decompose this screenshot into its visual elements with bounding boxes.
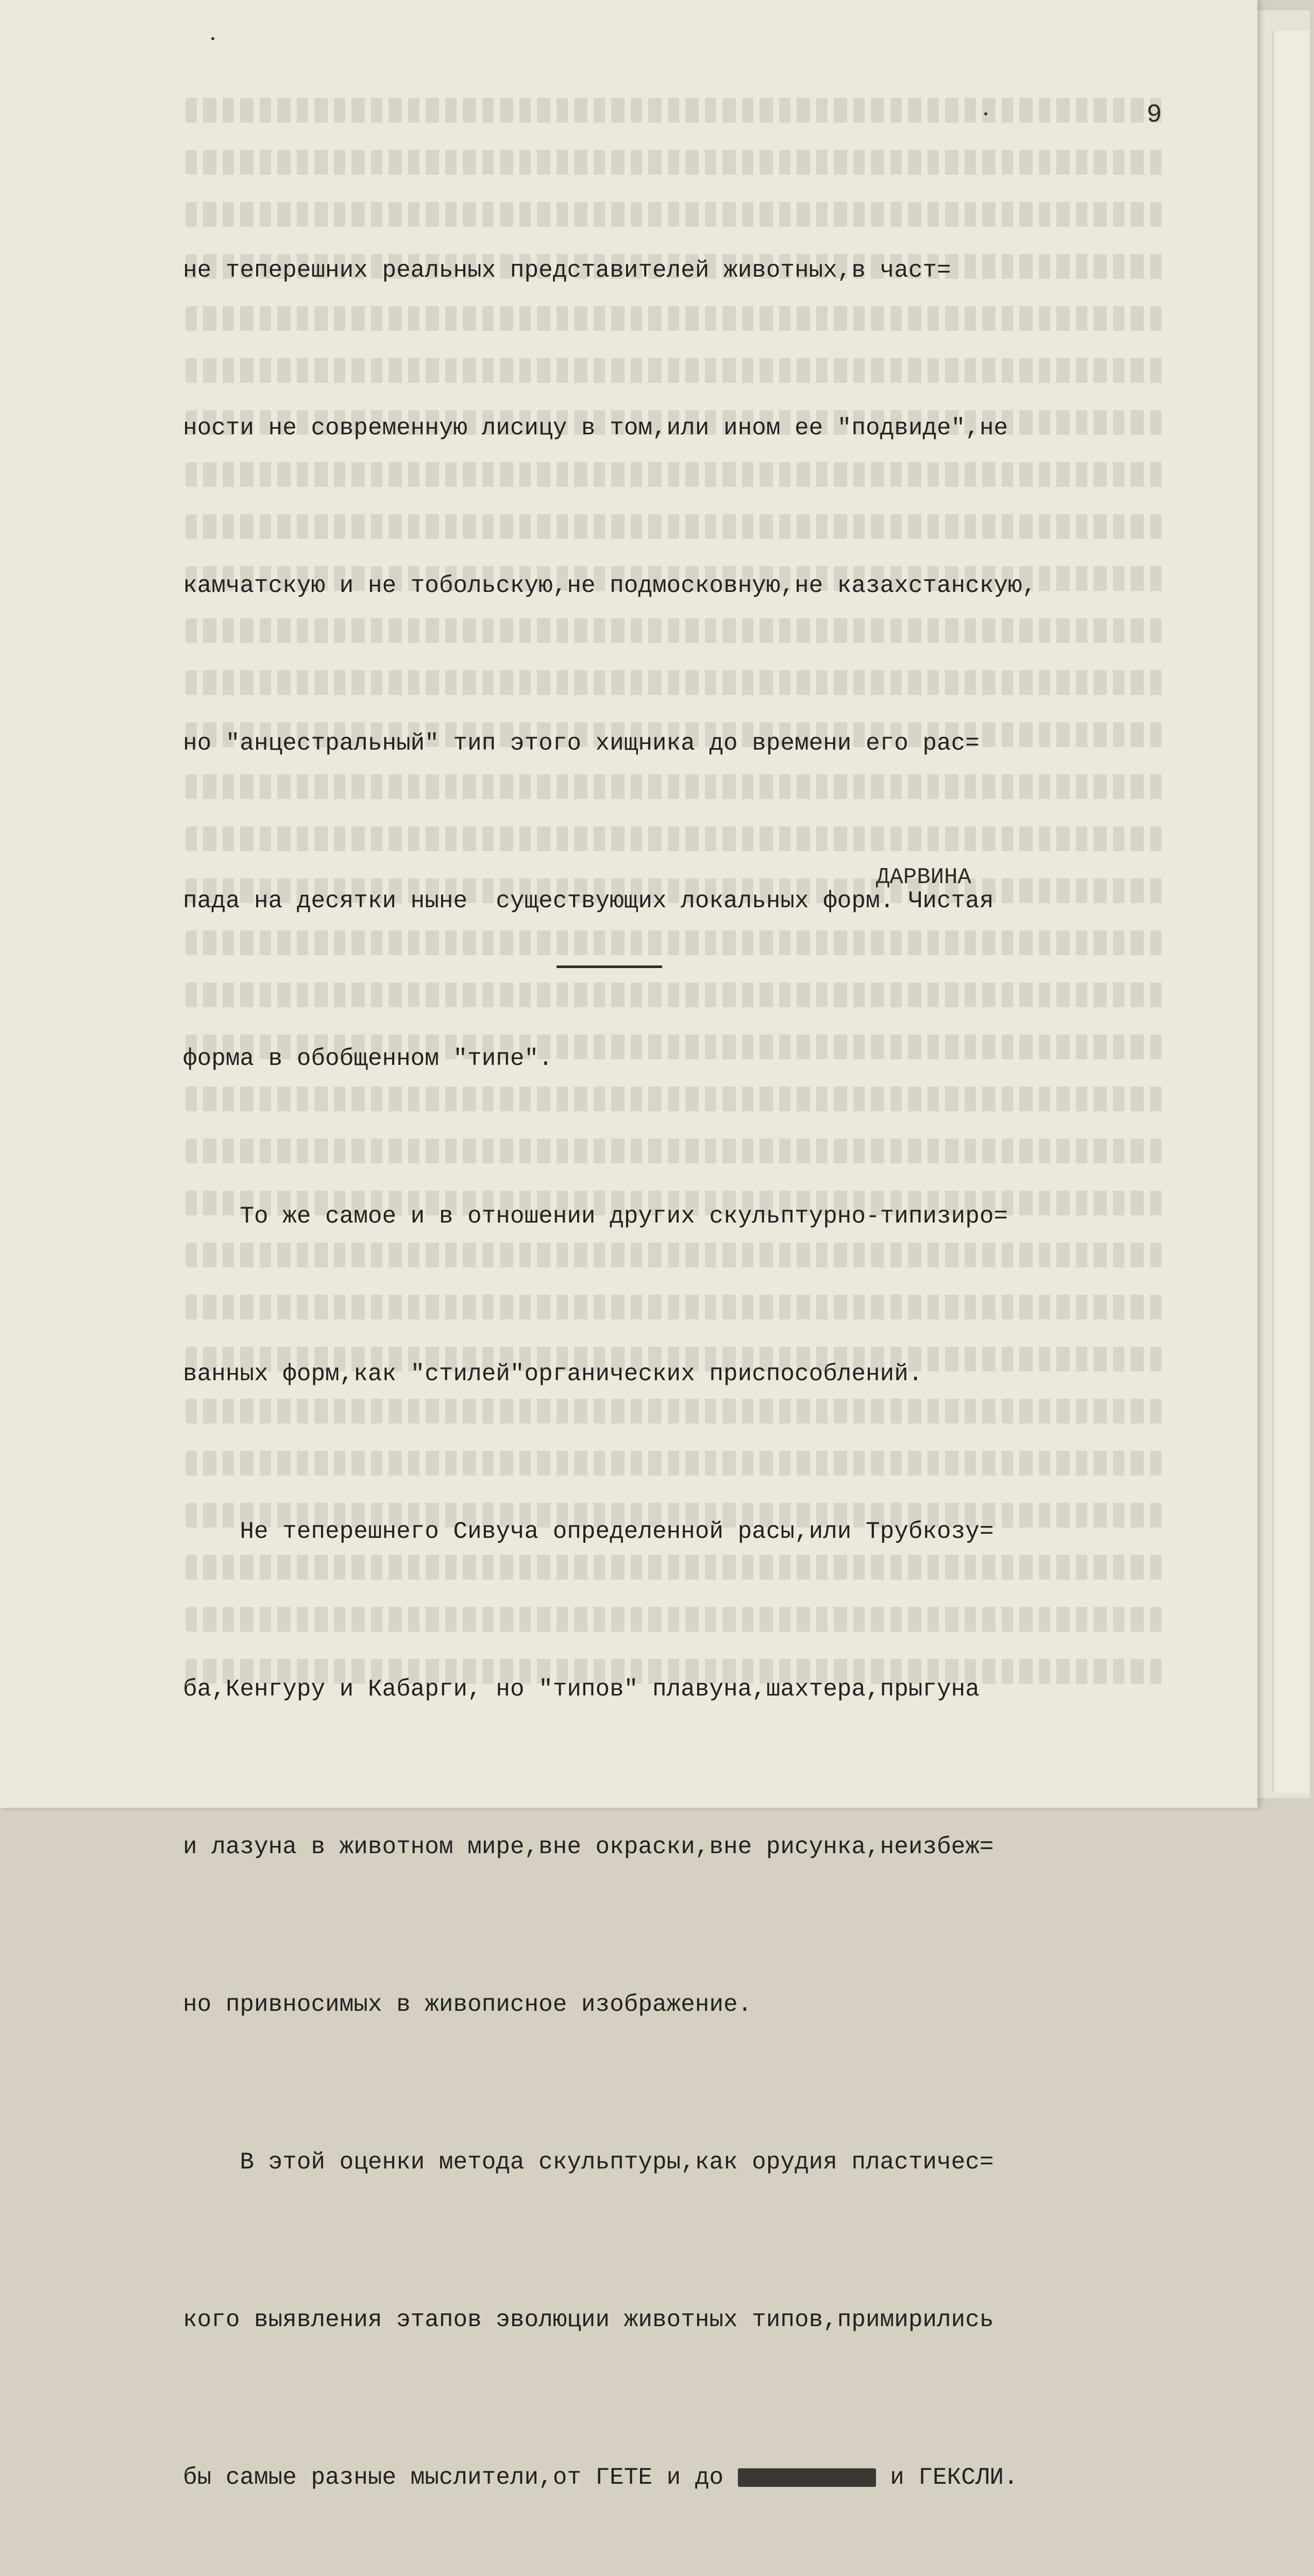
text-line-with-correction bbox=[183, 2451, 1208, 2504]
text-line: но привносимых в живописное изображение. bbox=[183, 1991, 752, 2018]
text-line: ности не современную лисицу в том,или ином ее "подвиде",не bbox=[183, 415, 1008, 442]
page-number: 9 bbox=[1147, 100, 1163, 130]
typed-insertion: ДАРВИНА bbox=[876, 865, 971, 890]
text-line: ванных форм,как "стилей"органических приспособлений. bbox=[183, 1361, 923, 1387]
text-line: и лазуна в животном мире,вне окраски,вне рисунка,неизбеж= bbox=[183, 1834, 994, 1860]
ink-speck bbox=[984, 112, 987, 115]
text-line: не теперешних реальных представителей животных,в част= bbox=[183, 257, 951, 284]
body-text bbox=[183, 139, 1208, 2576]
text-line: но "анцестральный" тип этого хищника до времени его рас= bbox=[183, 730, 980, 757]
text-line: В этой оценки метода скульптуры,как орудия пластичес= bbox=[183, 2149, 994, 2176]
text-line: форма в обобщенном "типе". bbox=[183, 1045, 553, 1072]
text-line: Не теперешнего Сивуча определенной расы,или Трубкозу= bbox=[183, 1518, 994, 1545]
underlying-sheets-edge bbox=[1273, 31, 1310, 1793]
text-line-end: и ГЕКСЛИ. bbox=[875, 2464, 1018, 2491]
text-line: пада на десятки ныне существующих локальных форм. Чистая bbox=[183, 888, 994, 914]
text-line-start: бы самые разные мыслители,от ГЕТЕ и до bbox=[183, 2464, 723, 2491]
section-separator bbox=[557, 965, 662, 968]
ink-speck bbox=[211, 37, 214, 40]
struck-out-word bbox=[738, 2468, 876, 2487]
text-line: камчатскую и не тобольскую,не подмосковную,не казахстанскую, bbox=[183, 572, 1037, 599]
text-line: ба,Кенгуру и Кабарги, но "типов" плавуна,шахтера,прыгуна bbox=[183, 1676, 980, 1703]
text-line: кого выявления этапов эволюции животных типов,примирились bbox=[183, 2307, 994, 2333]
text-line: То же самое и в отношении других скульптурно-типизиро= bbox=[183, 1203, 1008, 1230]
